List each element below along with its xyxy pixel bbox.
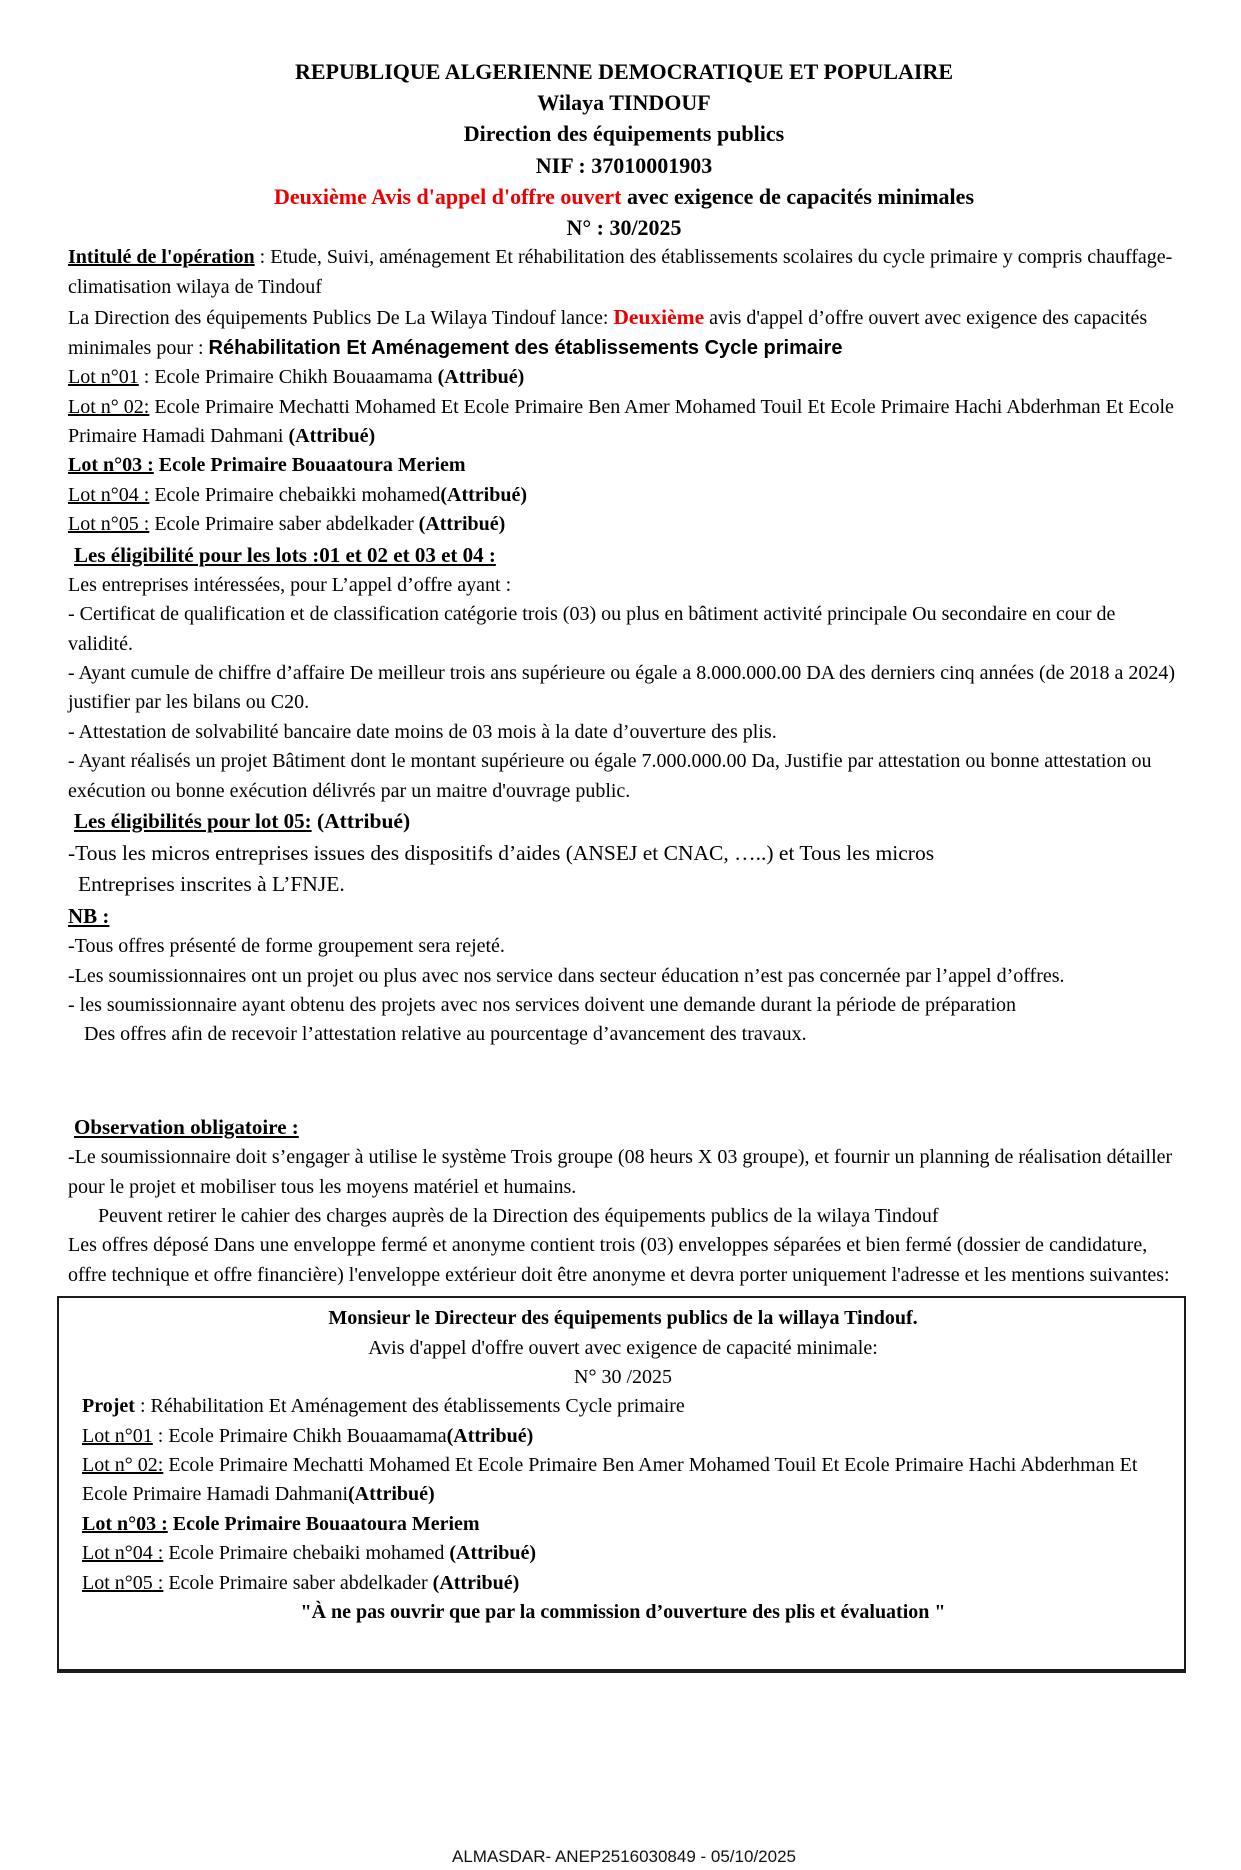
lot-4-text: Ecole Primaire chebaikki mohamed [149, 483, 441, 506]
box-lot-1-status: (Attribué) [446, 1424, 534, 1447]
lot-1-status: (Attribué) [437, 366, 525, 389]
eligibility1-item-1: - Certificat de qualification et de classification catégorie trois (03) ou plus en bâtiment activité principale Ou secondaire en cour de validité. [68, 603, 1116, 655]
box-lot-3-label: Lot n°03 : [82, 1512, 168, 1535]
lot-5-text: Ecole Primaire saber abdelkader [149, 513, 419, 536]
notice-red-text: Deuxième Avis d'appel d'offre ouvert [273, 183, 622, 209]
eligibility2-heading [68, 806, 1180, 838]
lot-4-status: (Attribué) [440, 483, 527, 506]
eligibility2-heading-text: Les éligibilités pour lot 05: [74, 809, 312, 834]
eligibility1-heading [68, 540, 1180, 571]
box-lot-line-3 [82, 1510, 1164, 1539]
box-lot-4-text: Ecole Primaire chebaiki mohamed [163, 1542, 450, 1565]
eligibility2-status: (Attribué) [311, 809, 411, 834]
box-subtitle: Avis d'appel d'offre ouvert avec exigence de capacité minimale: [368, 1336, 878, 1359]
box-lot-1-label: Lot n°01 [82, 1424, 153, 1447]
operation-title-label: Intitulé de l'opération [68, 246, 255, 269]
lot-2-status: (Attribué) [288, 424, 376, 447]
eligibility2-line-2: Entreprises inscrites à L’FNJE. [78, 872, 345, 897]
lot-line-5 [68, 510, 1180, 539]
launch-red-text: Deuxième [613, 305, 705, 330]
box-warning: "À ne pas ouvrir que par la commission d’ouverture des plis et évaluation " [300, 1601, 946, 1624]
lot-5-label: Lot n°05 : [68, 513, 150, 536]
box-lot-3-text: Ecole Primaire Bouaatoura Meriem [167, 1512, 480, 1535]
lot-3-label: Lot n°03 : [68, 454, 154, 477]
box-lot-2-status: (Attribué) [348, 1483, 435, 1506]
box-lot-5-label: Lot n°05 : [82, 1571, 164, 1594]
box-lot-5-status: (Attribué) [432, 1571, 520, 1594]
operation-title-text: : Etude, Suivi, aménagement Et réhabilitation des établissements scolaires du cycle primaire y compris chauffage- climatisation wilaya de Tindouf [68, 246, 1173, 298]
nb-item-3-line-2: Des offres afin de recevoir l’attestation relative au pourcentage d’avancement des travaux. [84, 1023, 807, 1046]
lot-2-text: Ecole Primaire Mechatti Mohamed Et Ecole Primaire Ben Amer Mohamed Touil Et Ecole Primaire Hachi Abderhman Et Ecole Primaire Hamadi Dahmani [68, 395, 1174, 447]
observation-paragraph-1: -Le soumissionnaire doit s’engager à utilise le système Trois groupe (08 heurs X 03 groupe), et fournir un planning de réalisation détailler pour le projet et mobiliser tous les moyens matériel et humains. [68, 1146, 1173, 1198]
observation-heading-text: Observation obligatoire : [74, 1114, 299, 1139]
box-lot-1-text: : Ecole Primaire Chikh Bouaamama [152, 1424, 447, 1447]
eligibility2-paragraph [68, 838, 1180, 901]
launch-paragraph [68, 302, 1180, 363]
header-number-line: N° : 30/2025 [566, 215, 682, 241]
lot-line-4 [68, 481, 1180, 510]
operation-title-paragraph [68, 243, 1180, 302]
observation-heading [68, 1112, 1180, 1143]
document-header [68, 56, 1180, 243]
box-lot-line-1 [82, 1422, 1164, 1451]
launch-project-name: Réhabilitation Et Aménagement des établissements Cycle primaire [208, 336, 843, 359]
nb-item-2: -Les soumissionnaires ont un projet ou plus avec nos service dans secteur éducation n’est pas concernée par l’appel d’offres. [68, 964, 1065, 987]
nb-heading [68, 901, 1180, 932]
notice-black-text: avec exigence de capacités minimales [621, 183, 974, 209]
lot-line-3 [68, 451, 1180, 480]
eligibility1-item-4: - Ayant réalisés un projet Bâtiment dont le montant supérieure ou égale 7.000.000.00 Da, Justifie par attestation ou bonne attestation ou exécution ou bonne exécution délivrés par un maitre d'ouvrage public. [68, 750, 1152, 802]
lot-2-label: Lot n° 02: [68, 395, 150, 418]
box-lot-4-status: (Attribué) [449, 1542, 536, 1565]
box-project-label: Projet [82, 1395, 135, 1418]
box-lot-4-label: Lot n°04 : [82, 1542, 164, 1565]
nb-item-3-line-1: - les soumissionnaire ayant obtenu des projets avec nos services doivent une demande durant la période de préparation [68, 993, 1017, 1016]
lot-3-text: Ecole Primaire Bouaatoura Meriem [153, 454, 466, 477]
box-lot-line-2 [82, 1451, 1164, 1510]
lot-4-label: Lot n°04 : [68, 483, 150, 506]
box-project-line [82, 1392, 1164, 1421]
box-project-text: : Réhabilitation Et Aménagement des établissements Cycle primaire [134, 1395, 685, 1418]
eligibility1-item-2: - Ayant cumule de chiffre d’affaire De meilleur trois ans supérieure ou égale a 8.000.000.00 DA des derniers cinq années (de 2018 a 2024) justifier par les bilans ou C20. [68, 662, 1176, 714]
nb-item-1: -Tous offres présenté de forme groupement sera rejeté. [68, 935, 505, 958]
lot-1-text: : Ecole Primaire Chikh Bouaamama [138, 366, 438, 389]
publication-footer: ALMASDAR- ANEP2516030849 - 05/10/2025 [451, 1847, 796, 1867]
box-lot-2-label: Lot n° 02: [82, 1454, 164, 1477]
launch-pre-text: La Direction des équipements Publics De La Wilaya Tindouf lance: [68, 307, 614, 330]
header-wilaya-line: Wilaya TINDOUF [537, 90, 711, 116]
document-body [68, 243, 1180, 1870]
eligibility1-item-3: - Attestation de solvabilité bancaire date moins de 03 mois à la date d’ouverture des plis. [68, 720, 777, 743]
lot-line-2 [68, 393, 1180, 452]
box-lot-2-text: Ecole Primaire Mechatti Mohamed Et Ecole Primaire Ben Amer Mohamed Touil Et Ecole Primaire Hachi Abderhman Et Ecole Primaire Hamadi Dahmani [82, 1454, 1138, 1506]
header-nif-line: NIF : 37010001903 [535, 152, 713, 178]
header-notice-line [68, 181, 1180, 212]
header-direction-line: Direction des équipements publics [463, 121, 785, 147]
lot-1-label: Lot n°01 [68, 366, 139, 389]
box-title: Monsieur le Directeur des équipements publics de la willaya Tindouf. [328, 1307, 918, 1330]
eligibility1-intro: Les entreprises intéressées, pour L’appel d’offre ayant : [68, 573, 512, 596]
envelope-address-box [57, 1296, 1186, 1673]
observation-paragraph-3: Les offres déposé Dans une enveloppe fermé et anonyme contient trois (03) enveloppes séparées et bien fermé (dossier de candidature, offre technique et offre financière) l'enveloppe extérieur doit être anonyme et devra porter uniquement l'adresse et les mentions suivantes: [68, 1234, 1170, 1286]
eligibility1-heading-text: Les éligibilité pour les lots :01 et 02 et 03 et 04 : [74, 542, 496, 567]
lot-line-1 [68, 363, 1180, 392]
nb-heading-text: NB : [68, 903, 110, 928]
observation-paragraph-2: Peuvent retirer le cahier des charges auprès de la Direction des équipements publics de la wilaya Tindouf [98, 1204, 939, 1227]
eligibility2-line-1: -Tous les micros entreprises issues des dispositifs d’aides (ANSEJ et CNAC, …..) et Tous les micros [68, 840, 935, 865]
box-number: N° 30 /2025 [574, 1365, 672, 1388]
launch-mid-text: avis d'appel d’offre ouvert avec exigence des capacités minimales pour : [68, 307, 1148, 359]
box-lot-5-text: Ecole Primaire saber abdelkader [163, 1571, 433, 1594]
lot-5-status: (Attribué) [418, 513, 506, 536]
header-republic-line: REPUBLIQUE ALGERIENNE DEMOCRATIQUE ET POPULAIRE [294, 59, 954, 84]
box-lot-line-5 [82, 1569, 1164, 1598]
box-lot-line-4 [82, 1539, 1164, 1568]
nb-item-3 [68, 991, 1180, 1050]
